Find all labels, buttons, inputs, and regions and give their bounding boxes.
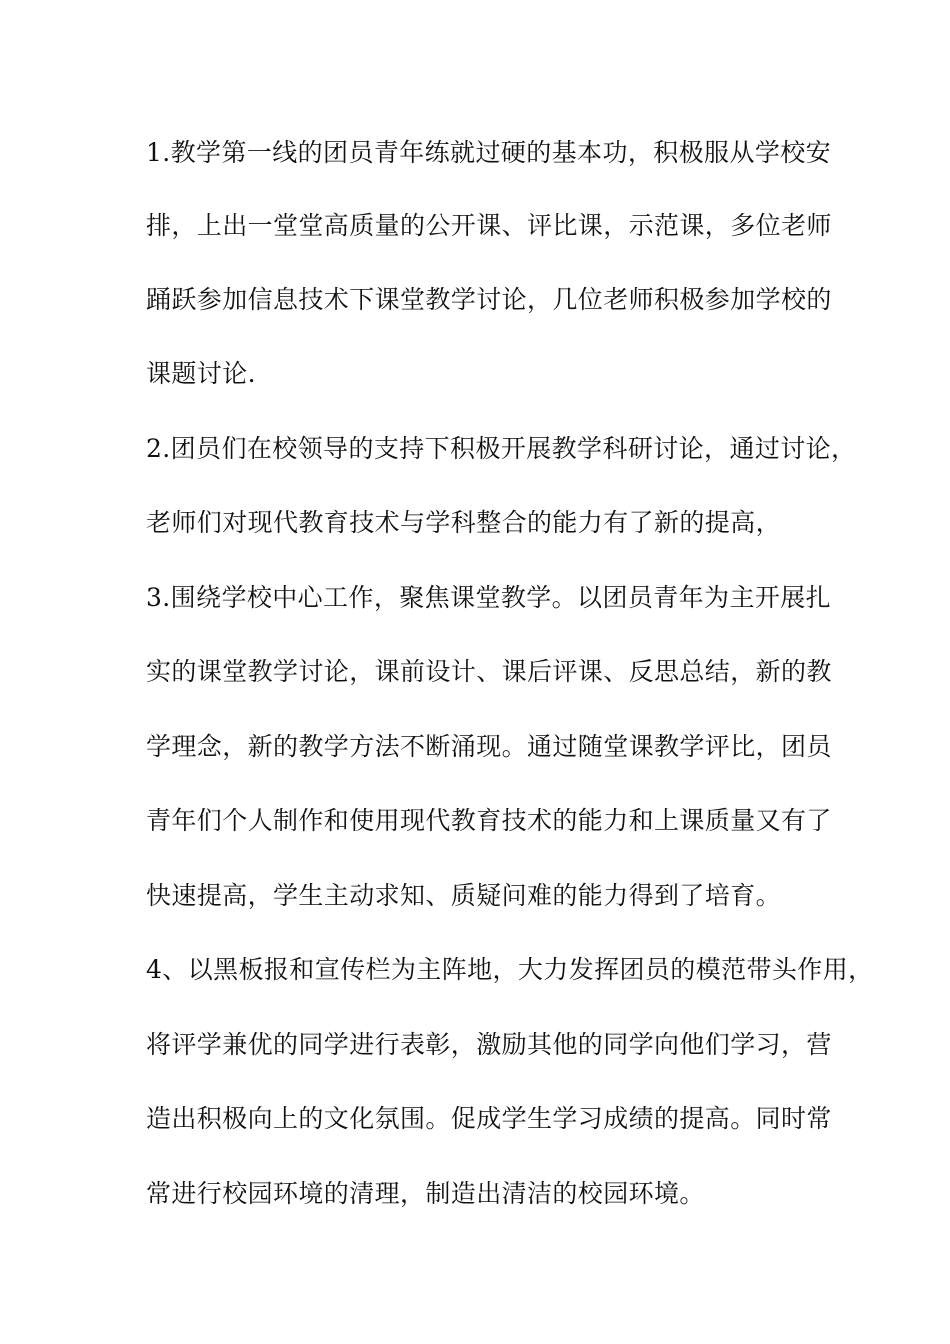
text-line: 2.团员们在校领导的支持下积极开展教学科研讨论，通过讨论， <box>146 434 857 463</box>
text-line: 1.教学第一线的团员青年练就过硬的基本功，积极服从学校安 <box>146 138 832 167</box>
text-line: 3.围绕学校中心工作，聚焦课堂教学。以团员青年为主开展扎 <box>146 583 832 612</box>
text-line: 排，上出一堂堂高质量的公开课、评比课，示范课，多位老师 <box>146 211 832 240</box>
text-line: 老师们对现代教育技术与学科整合的能力有了新的提高， <box>146 508 782 537</box>
text-line: 常进行校园环境的清理，制造出清洁的校园环境。 <box>146 1179 705 1208</box>
text-line: 4、以黑板报和宣传栏为主阵地，大力发挥团员的模范带头作用， <box>146 955 874 984</box>
text-line: 青年们个人制作和使用现代教育技术的能力和上课质量又有了 <box>146 806 832 835</box>
text-line: 学理念，新的教学方法不断涌现。通过随堂课教学评比，团员 <box>146 732 832 761</box>
text-line: 造出积极向上的文化氛围。促成学生学习成绩的提高。同时常 <box>146 1104 832 1133</box>
text-line: 踊跃参加信息技术下课堂教学讨论，几位老师积极参加学校的 <box>146 285 832 314</box>
text-line: 课题讨论. <box>146 359 256 388</box>
text-line: 实的课堂教学讨论，课前设计、课后评课、反思总结，新的教 <box>146 657 832 686</box>
text-line: 快速提高，学生主动求知、质疑问难的能力得到了培育。 <box>146 881 782 910</box>
text-line: 将评学兼优的同学进行表彰，激励其他的同学向他们学习，营 <box>146 1030 832 1059</box>
